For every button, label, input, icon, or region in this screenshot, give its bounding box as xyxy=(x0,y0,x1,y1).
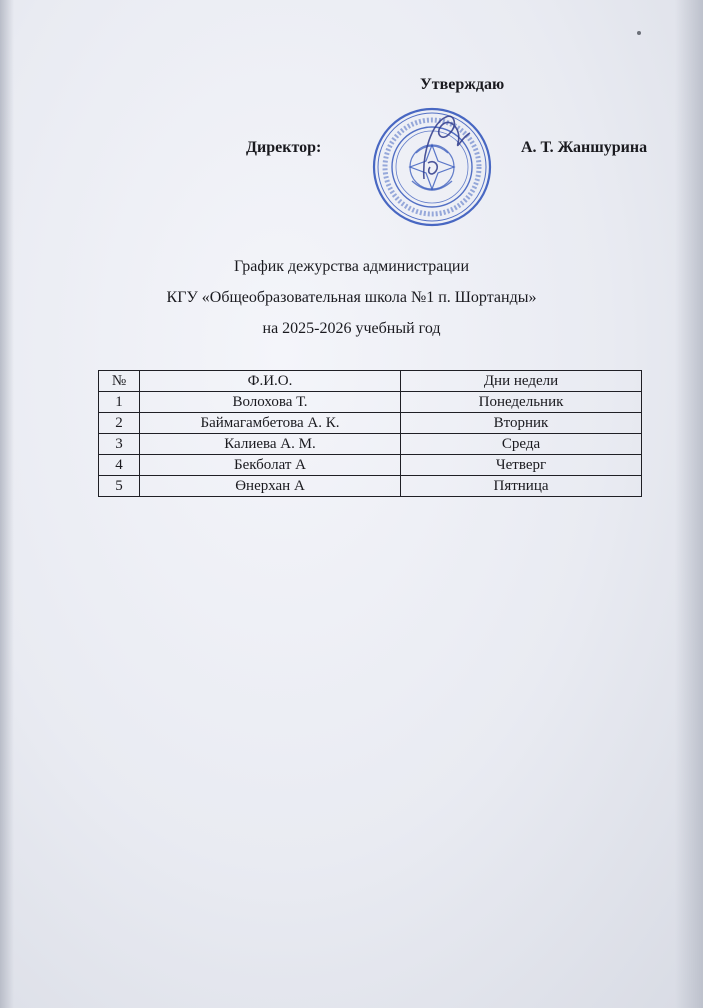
cell-number: 4 xyxy=(99,455,140,476)
duty-schedule-table xyxy=(98,370,642,497)
cell-full-name: Калиева А. М. xyxy=(140,434,401,455)
cell-full-name: Өнерхан А xyxy=(140,476,401,497)
cell-full-name: Бекболат А xyxy=(140,455,401,476)
approve-label: Утверждаю xyxy=(420,76,505,93)
table-row xyxy=(99,392,642,413)
cell-weekday: Понедельник xyxy=(401,392,642,413)
cell-number: 3 xyxy=(99,434,140,455)
round-seal-icon xyxy=(362,103,502,233)
title-line-3: на 2025-2026 учебный год xyxy=(262,320,441,337)
title-line-1: График дежурства администрации xyxy=(233,258,469,275)
table-row xyxy=(99,476,642,497)
header-full-name: Ф.И.О. xyxy=(140,371,401,392)
title-line-2: КГУ «Общеобразовательная школа №1 п. Шортанды» xyxy=(166,289,537,306)
cell-full-name: Волохова Т. xyxy=(140,392,401,413)
header-number: № xyxy=(99,371,140,392)
table-header-row xyxy=(99,371,642,392)
header-weekday: Дни недели xyxy=(401,371,642,392)
director-name: А. Т. Жаншурина xyxy=(521,139,648,156)
cell-weekday: Пятница xyxy=(401,476,642,497)
page-shadow-left xyxy=(0,0,14,1008)
table-row xyxy=(99,434,642,455)
cell-number: 1 xyxy=(99,392,140,413)
cell-weekday: Среда xyxy=(401,434,642,455)
cell-weekday: Четверг xyxy=(401,455,642,476)
cell-number: 2 xyxy=(99,413,140,434)
cell-weekday: Вторник xyxy=(401,413,642,434)
cell-number: 5 xyxy=(99,476,140,497)
cell-full-name: Баймагамбетова А. К. xyxy=(140,413,401,434)
table-row xyxy=(99,413,642,434)
document-title xyxy=(0,251,703,344)
director-label: Директор: xyxy=(246,139,322,156)
table-row xyxy=(99,455,642,476)
page-shadow-right xyxy=(675,0,703,1008)
paper-speck xyxy=(637,31,641,35)
